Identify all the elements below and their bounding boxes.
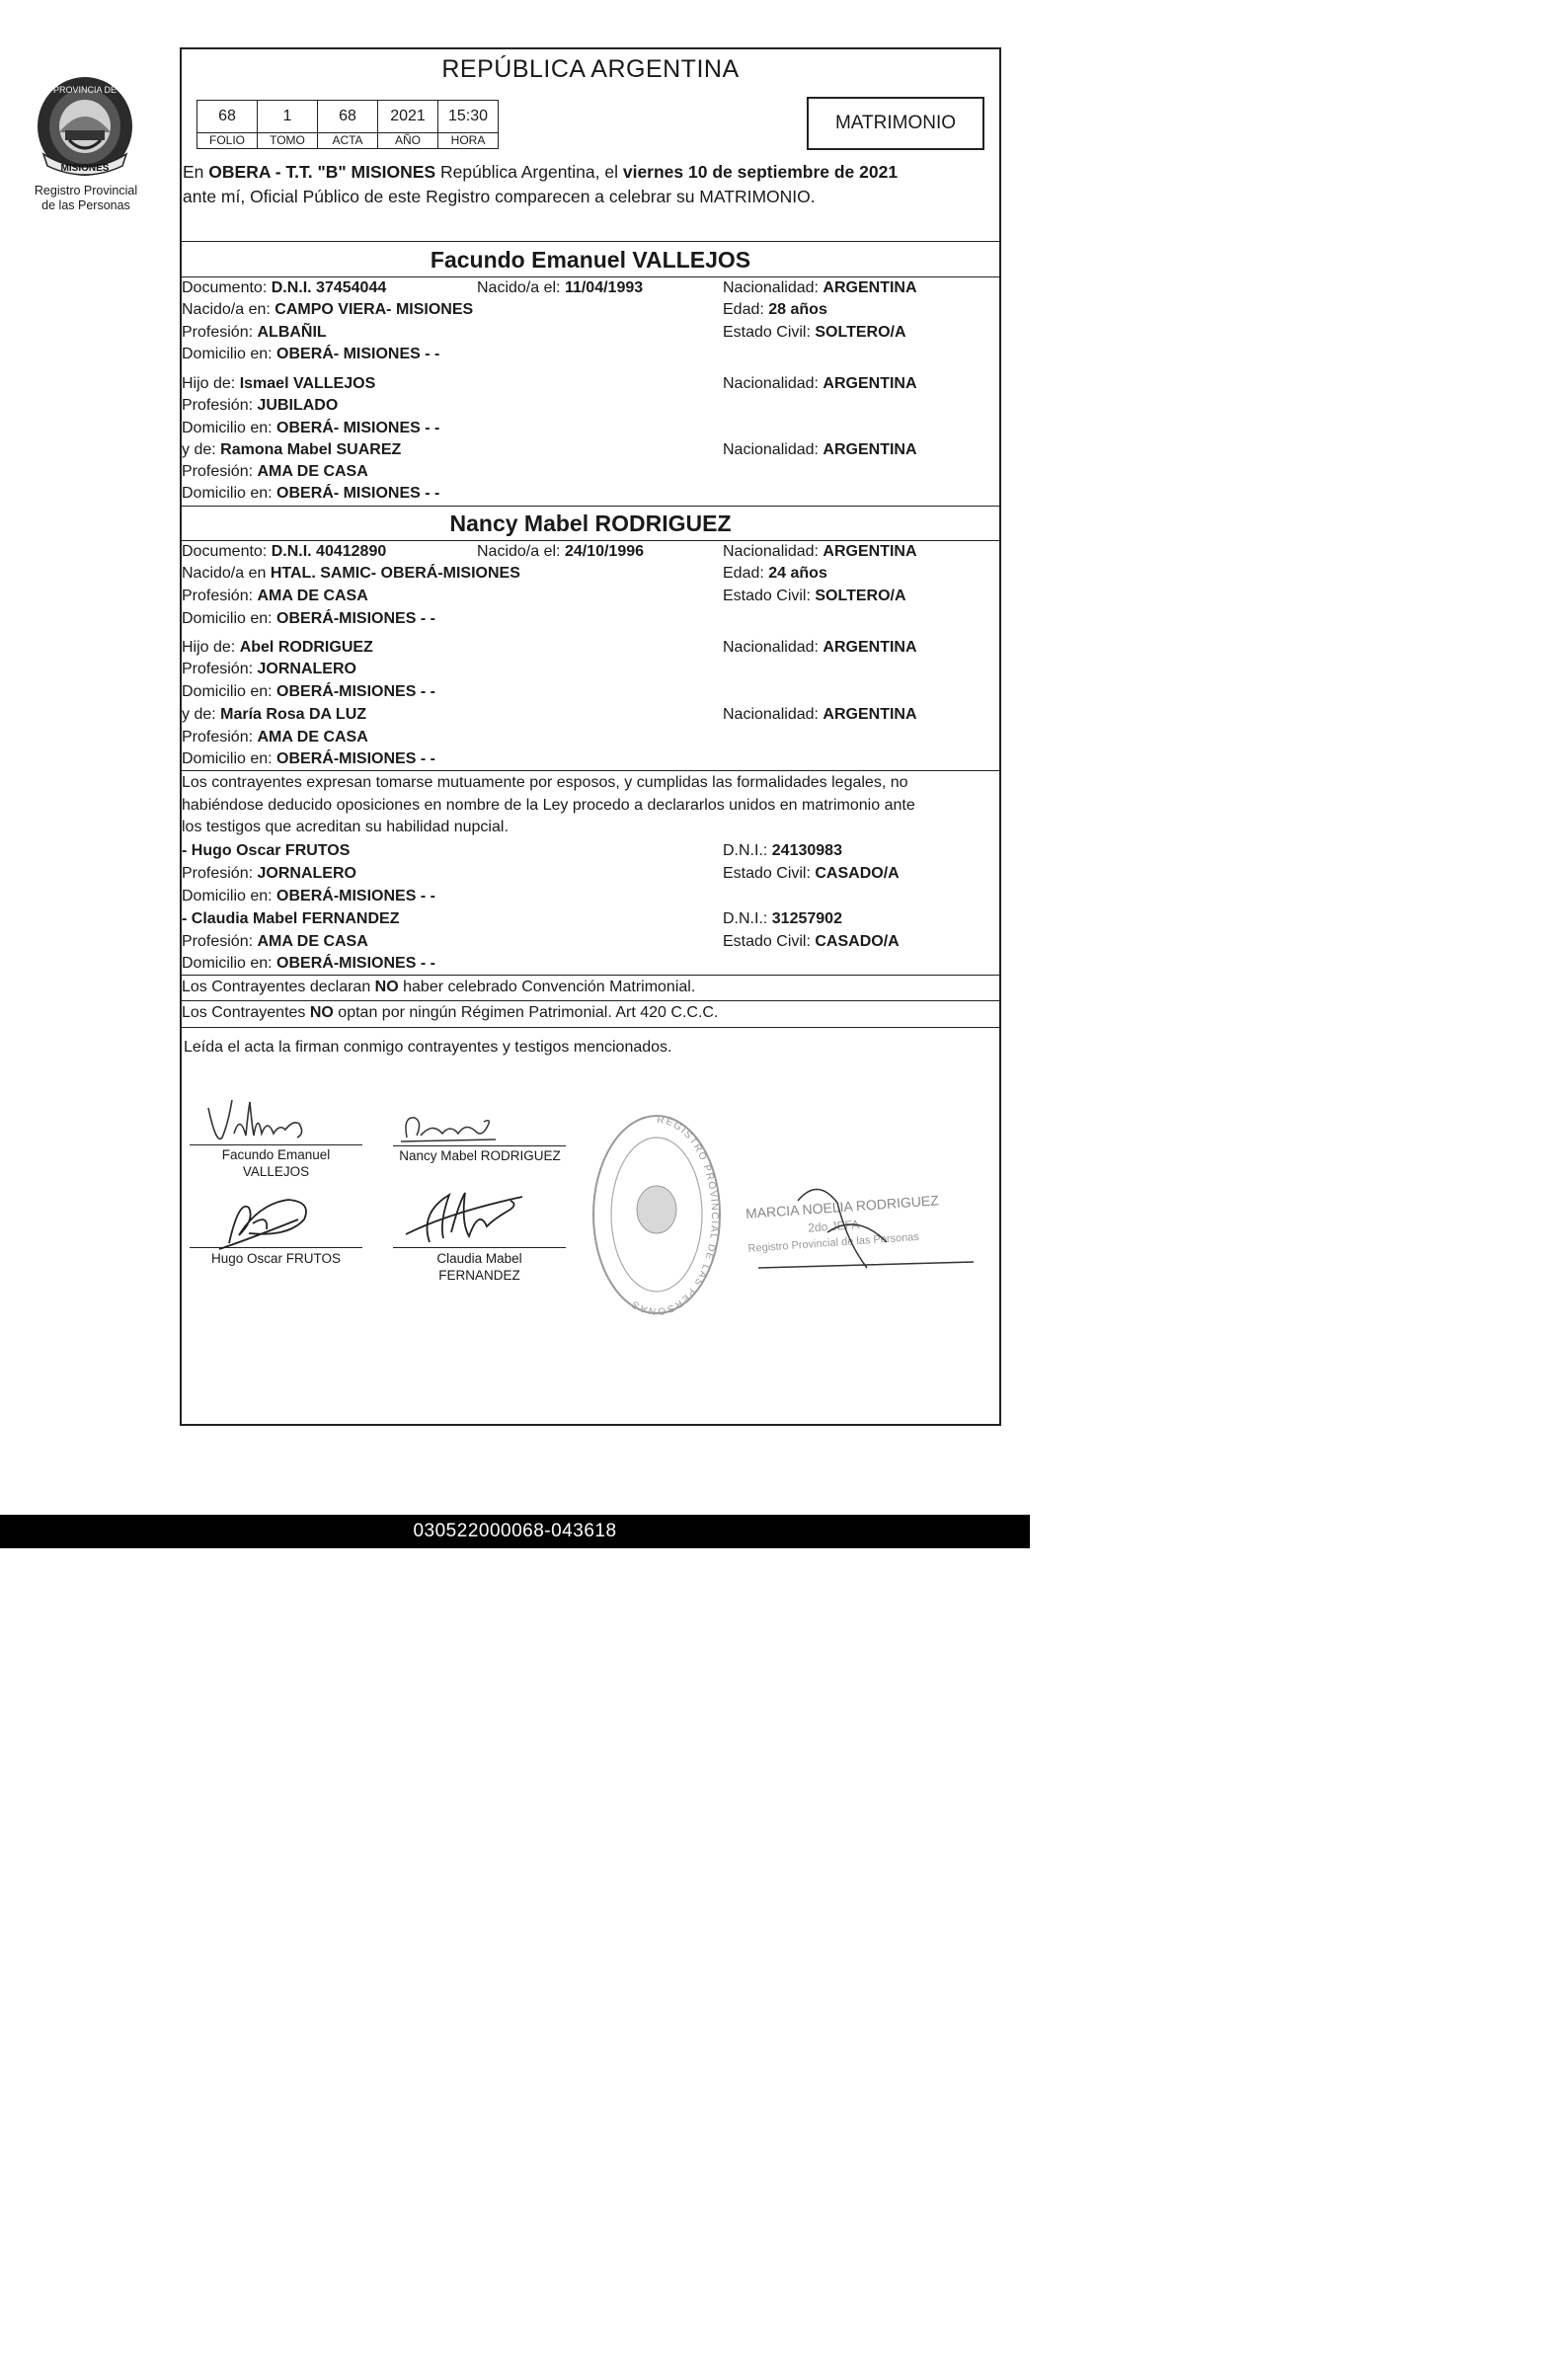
value: 24130983 — [771, 842, 842, 859]
label: Nacido/a en: — [182, 301, 275, 318]
officer-org: Registro Provincial de las Personas — [747, 1230, 920, 1255]
value: OBERÁ-MISIONES - - — [276, 750, 435, 767]
label: Nacido/a el: — [477, 543, 565, 560]
seal-text-bottom: MISIONES — [60, 163, 110, 174]
divider — [180, 540, 1001, 541]
label: Hijo de: — [182, 375, 240, 392]
divider — [180, 1027, 1001, 1028]
divider — [180, 506, 1001, 507]
value: ALBAÑIL — [257, 324, 327, 341]
value: ARGENTINA — [823, 639, 917, 656]
bride-civil-status — [723, 587, 906, 606]
officer-name: MARCIA NOELIA RODRIGUEZ — [745, 1192, 940, 1221]
bride-signature — [393, 1108, 502, 1147]
divider — [180, 241, 1001, 242]
label: Profesión: — [182, 933, 258, 950]
label: Nacionalidad: — [723, 375, 823, 392]
groom-signature — [202, 1094, 321, 1145]
stamp-ring-text: REGISTRO PROVINCIAL DE LAS PERSONAS — [629, 1114, 720, 1317]
label: Edad: — [723, 565, 769, 582]
witness-1-civil-status — [723, 864, 900, 884]
declaration-line-1: Los contrayentes expresan tomarse mutuamente por esposos, y cumplidas las formalidades legales, no — [182, 774, 908, 791]
value: OBERÁ- MISIONES - - — [276, 420, 440, 436]
value: ARGENTINA — [823, 706, 917, 723]
value: OBERÁ-MISIONES - - — [276, 683, 435, 700]
official-round-stamp — [588, 1111, 726, 1318]
witness-1-profession — [182, 864, 356, 884]
registry-label — [22, 184, 150, 213]
value: AMA DE CASA — [257, 933, 368, 950]
divider — [180, 1000, 1001, 1001]
witness-2-signature-line — [393, 1247, 566, 1248]
folio-value: 68 — [197, 101, 257, 133]
tomo-label: TOMO — [270, 133, 305, 147]
divider — [180, 276, 1001, 277]
label: Domicilio en: — [182, 610, 277, 627]
bride-birthdate — [477, 542, 644, 562]
value: 31257902 — [771, 910, 842, 927]
value: OBERÁ- MISIONES - - — [276, 346, 440, 362]
groom-birthdate — [477, 278, 643, 298]
label: Documento: — [182, 279, 272, 296]
groom-father — [182, 374, 375, 394]
value: Ismael VALLEJOS — [239, 375, 376, 392]
witness-2-name — [182, 909, 399, 929]
groom-mother-profession — [182, 462, 368, 482]
declaration-line-2: habiéndose deducido oposiciones en nombre de la Ley procedo a declararlos unidos en matrimonio ante — [182, 797, 915, 814]
bride-profession — [182, 587, 368, 606]
intro-line-1 — [183, 162, 898, 182]
bride-age — [723, 564, 827, 584]
groom-mother-nationality — [723, 440, 917, 460]
witness-1-address — [182, 887, 435, 906]
label: Domicilio en: — [182, 346, 277, 362]
value: ARGENTINA — [823, 279, 917, 296]
witness-2-profession — [182, 932, 368, 952]
bride-name-heading: Nancy Mabel RODRIGUEZ — [449, 511, 732, 536]
value: ARGENTINA — [823, 441, 917, 458]
tomo-value: 1 — [258, 101, 317, 133]
label: Domicilio en: — [182, 750, 277, 767]
witness-1-name — [182, 841, 350, 861]
bride-document — [182, 542, 386, 562]
value: OBERÁ-MISIONES - - — [276, 610, 435, 627]
label: Profesión: — [182, 463, 258, 480]
label: Nacionalidad: — [723, 543, 823, 560]
document-barcode-number: 030522000068-043618 — [0, 1515, 1030, 1548]
label: Estado Civil: — [723, 865, 816, 882]
emphasis: NO — [374, 979, 399, 995]
label: Estado Civil: — [723, 933, 816, 950]
bride-signature-name: Nancy Mabel RODRIGUEZ — [399, 1148, 561, 1163]
witness-1-signature — [209, 1190, 328, 1259]
text: Facundo Emanuel — [221, 1147, 331, 1162]
bride-father — [182, 638, 373, 658]
label: Profesión: — [182, 397, 258, 414]
record-hora — [438, 101, 498, 148]
text: optan por ningún Régimen Patrimonial. Art 420 C.C.C. — [333, 1004, 719, 1021]
registry-label-line-2: de las Personas — [41, 198, 130, 212]
groom-mother-address — [182, 484, 439, 504]
label: y de: — [182, 706, 221, 723]
groom-signature-line — [190, 1144, 362, 1145]
value: JUBILADO — [257, 397, 339, 414]
label: Estado Civil: — [723, 324, 816, 341]
value: María Rosa DA LUZ — [220, 706, 367, 723]
anio-value: 2021 — [378, 101, 437, 133]
label: Nacionalidad: — [723, 279, 823, 296]
witness-1-signature-name: Hugo Oscar FRUTOS — [210, 1251, 342, 1266]
label: Domicilio en: — [182, 955, 277, 972]
label: Documento: — [182, 543, 272, 560]
groom-name-heading: Facundo Emanuel VALLEJOS — [430, 247, 751, 273]
label: Profesión: — [182, 661, 258, 677]
groom-father-nationality — [723, 374, 917, 394]
label: Estado Civil: — [723, 588, 816, 604]
folio-label: FOLIO — [208, 133, 245, 147]
record-acta — [318, 101, 378, 148]
closing-statement: Leída el acta la firman conmigo contrayentes y testigos mencionados. — [184, 1039, 672, 1056]
label: Hijo de: — [182, 639, 240, 656]
label: Nacido/a en — [182, 565, 271, 582]
groom-mother — [182, 440, 401, 460]
label: Nacionalidad: — [723, 706, 823, 723]
patrimonial-regime-statement — [182, 1003, 718, 1023]
acta-value: 68 — [318, 101, 377, 133]
document-title: REPÚBLICA ARGENTINA — [441, 55, 740, 83]
value: OBERÁ-MISIONES - - — [276, 888, 435, 904]
witness-2-dni — [723, 909, 842, 929]
hora-value: 15:30 — [438, 101, 498, 133]
groom-nationality — [723, 278, 917, 298]
intro-text: En — [183, 162, 209, 182]
label: Domicilio en: — [182, 683, 277, 700]
value: OBERÁ-MISIONES - - — [276, 955, 435, 972]
value: HTAL. SAMIC- OBERÁ-MISIONES — [270, 565, 520, 582]
value: SOLTERO/A — [815, 324, 906, 341]
text: Los Contrayentes — [182, 1004, 310, 1021]
witness-2-signature — [400, 1183, 528, 1252]
anio-label: AÑO — [394, 133, 421, 147]
groom-document — [182, 278, 386, 298]
label: D.N.I.: — [723, 842, 772, 859]
label: Profesión: — [182, 324, 258, 341]
value: ARGENTINA — [823, 543, 917, 560]
groom-birthplace — [182, 300, 473, 320]
value: Ramona Mabel SUAREZ — [220, 441, 402, 458]
bride-address — [182, 609, 435, 629]
label: Domicilio en: — [182, 485, 277, 502]
value: 28 años — [768, 301, 827, 318]
value: CAMPO VIERA- MISIONES — [274, 301, 474, 318]
value: Hugo Oscar FRUTOS — [191, 842, 351, 859]
value: CASADO/A — [815, 933, 900, 950]
divider — [180, 770, 1001, 771]
value: OBERÁ- MISIONES - - — [276, 485, 440, 502]
intro-line-2: ante mí, Oficial Público de este Registro comparecen a celebrar su MATRIMONIO. — [183, 187, 816, 206]
groom-father-address — [182, 419, 439, 438]
value: Abel RODRIGUEZ — [239, 639, 373, 656]
label: Profesión: — [182, 588, 258, 604]
bride-father-nationality — [723, 638, 917, 658]
value: ARGENTINA — [823, 375, 917, 392]
label: Edad: — [723, 301, 769, 318]
value: AMA DE CASA — [257, 729, 368, 746]
groom-civil-status — [723, 323, 906, 343]
bride-father-address — [182, 682, 435, 702]
groom-signature-name — [190, 1146, 362, 1180]
registry-label-line-1: Registro Provincial — [34, 184, 138, 197]
value: Claudia Mabel FERNANDEZ — [191, 910, 400, 927]
value: SOLTERO/A — [815, 588, 906, 604]
text: VALLEJOS — [242, 1164, 310, 1179]
witness-2-address — [182, 954, 435, 974]
text: FERNANDEZ — [438, 1268, 520, 1283]
acta-label: ACTA — [332, 133, 363, 147]
record-anio — [378, 101, 438, 148]
bullet: - — [182, 842, 192, 859]
label: Domicilio en: — [182, 420, 277, 436]
record-tomo — [258, 101, 318, 148]
groom-age — [723, 300, 827, 320]
value: JORNALERO — [257, 661, 356, 677]
intro-text-2: República Argentina, el — [435, 162, 623, 182]
label: Nacionalidad: — [723, 639, 823, 656]
label: Nacido/a el: — [477, 279, 565, 296]
declaration-line-3: los testigos que acreditan su habilidad nupcial. — [182, 819, 509, 835]
emphasis: NO — [309, 1004, 334, 1021]
bride-father-profession — [182, 660, 356, 679]
label: Profesión: — [182, 865, 258, 882]
divider — [180, 975, 1001, 976]
label: Domicilio en: — [182, 888, 277, 904]
witness-2-signature-name — [393, 1250, 566, 1284]
witness-1-signature-line — [190, 1247, 362, 1248]
groom-profession — [182, 323, 327, 343]
label: y de: — [182, 441, 221, 458]
text: Claudia Mabel — [436, 1251, 522, 1266]
bride-mother-nationality — [723, 705, 917, 725]
hora-label: HORA — [450, 133, 486, 147]
convention-statement — [182, 978, 695, 997]
label: D.N.I.: — [723, 910, 772, 927]
intro-place: OBERA - T.T. "B" MISIONES — [208, 162, 436, 182]
bullet: - — [182, 910, 192, 927]
value: D.N.I. 37454044 — [271, 279, 387, 296]
value: JORNALERO — [257, 865, 356, 882]
witness-1-dni — [723, 841, 842, 861]
text: haber celebrado Convención Matrimonial. — [398, 979, 696, 995]
record-folio — [197, 101, 258, 148]
value: AMA DE CASA — [257, 588, 368, 604]
record-data-box — [196, 100, 499, 149]
bride-birthplace — [182, 564, 520, 584]
act-type-box: MATRIMONIO — [807, 97, 984, 150]
label: Profesión: — [182, 729, 258, 746]
intro-date: viernes 10 de septiembre de 2021 — [622, 162, 899, 182]
officer-stamp — [739, 1173, 980, 1282]
value: D.N.I. 40412890 — [271, 543, 387, 560]
text: Los Contrayentes declaran — [182, 979, 375, 995]
witness-2-civil-status — [723, 932, 900, 952]
value: 24/10/1996 — [564, 543, 645, 560]
groom-father-profession — [182, 396, 338, 416]
value: 11/04/1993 — [564, 279, 644, 296]
label: Nacionalidad: — [723, 441, 823, 458]
bride-signature-line — [393, 1145, 566, 1146]
value: CASADO/A — [815, 865, 900, 882]
groom-address — [182, 345, 439, 364]
bride-mother-profession — [182, 728, 368, 747]
bride-mother-address — [182, 749, 435, 769]
officer-role: 2do JEFA — [807, 1218, 860, 1235]
bride-mother — [182, 705, 366, 725]
bride-nationality — [723, 542, 917, 562]
provincia-misiones-seal — [30, 71, 140, 182]
value: 24 años — [768, 565, 827, 582]
value: AMA DE CASA — [257, 463, 368, 480]
seal-text-top: PROVINCIA DE — [52, 85, 118, 95]
